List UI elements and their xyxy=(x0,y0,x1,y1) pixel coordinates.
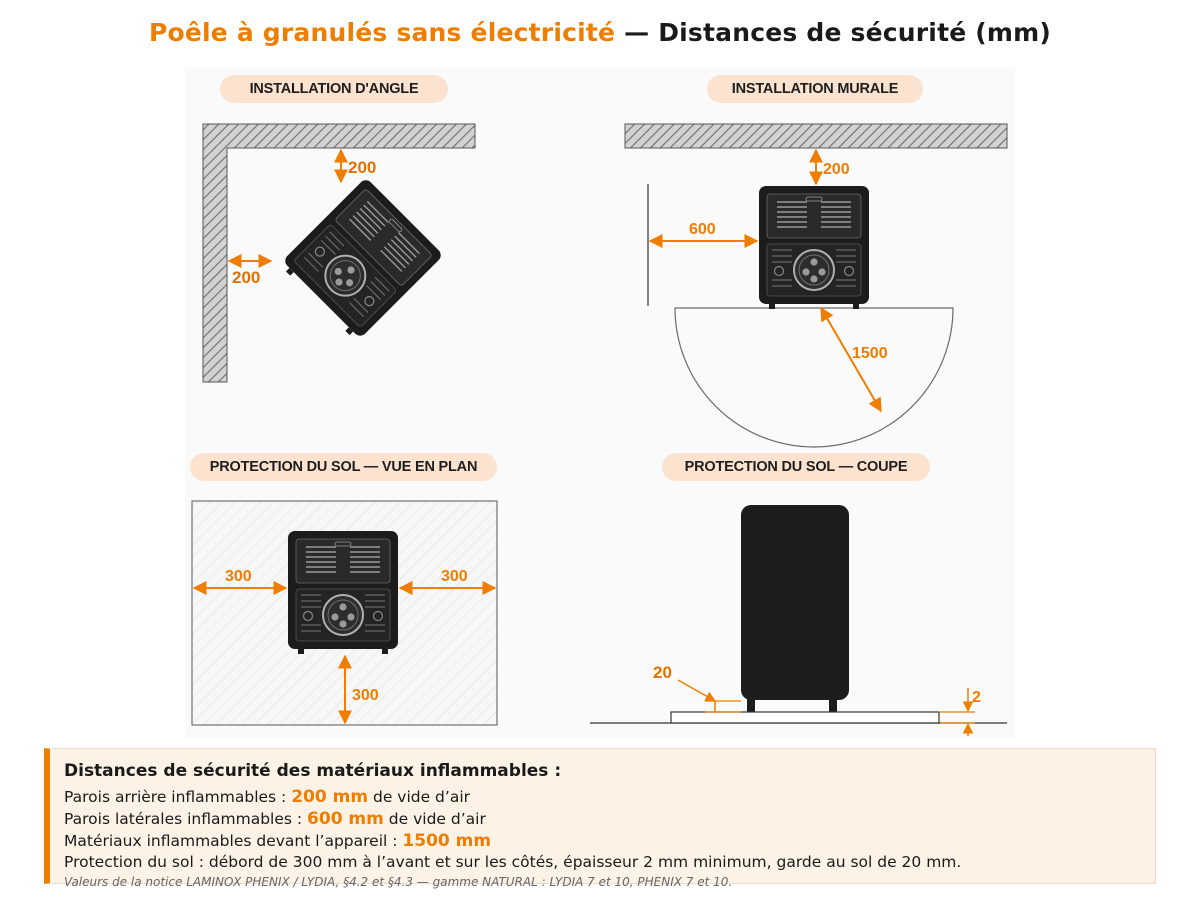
label-corner-installation: INSTALLATION D'ANGLE xyxy=(220,75,448,103)
info-line-floor-protection: Protection du sol : débord de 300 mm à l’avant et sur les côtés, épaisseur 2 mm minimum, garde au sol de 20 mm. xyxy=(64,853,962,871)
info-source-note: Valeurs de la notice LAMINOX PHENIX / LYDIA, §4.2 et §4.3 — gamme NATURAL : LYDIA 7 et 10, PHENIX 7 et 10. xyxy=(64,875,733,889)
info-line-side-suffix: de vide d’air xyxy=(383,810,486,828)
wall-stove xyxy=(759,186,869,309)
info-line-front-text: Matériaux inflammables devant l’appareil : xyxy=(64,832,403,850)
wall-front-dim-label: 1500 xyxy=(852,345,888,362)
info-line-rear-suffix: de vide d’air xyxy=(368,788,471,806)
section-clearance-dim-label: 20 xyxy=(653,663,672,682)
info-line-front-materials xyxy=(64,831,491,851)
label-wall-installation: INSTALLATION MURALE xyxy=(707,75,923,103)
safety-info-box xyxy=(44,748,1156,889)
clearance-leader xyxy=(678,680,715,701)
plan-right-dim-label: 300 xyxy=(441,568,468,585)
floor-plan-stove xyxy=(288,531,398,654)
plan-left-dim-label: 300 xyxy=(225,568,252,585)
corner-top-dim-label: 200 xyxy=(348,158,377,177)
info-line-rear-text: Parois arrière inflammables : xyxy=(64,788,292,806)
info-line-front-value: 1500 mm xyxy=(402,831,492,851)
diagram-area xyxy=(185,68,1015,738)
wall-top-dim-label: 200 xyxy=(823,161,850,178)
front-clearance-arc xyxy=(675,308,953,447)
clearance-drawing xyxy=(185,68,1015,738)
title-accent: Poêle à granulés sans électricité xyxy=(148,18,616,47)
info-line-rear-walls xyxy=(64,787,470,807)
info-line-side-value: 600 mm xyxy=(307,809,384,829)
corner-stove xyxy=(279,177,444,342)
wall-side-dim-label: 600 xyxy=(689,221,716,238)
section-stove-foot-right xyxy=(829,698,837,712)
info-line-rear-value: 200 mm xyxy=(291,787,369,807)
label-floor-plan: PROTECTION DU SOL — VUE EN PLAN xyxy=(190,453,497,481)
floor-plan-drawing xyxy=(192,501,497,725)
title-rest: — Distances de sécurité (mm) xyxy=(615,18,1052,47)
info-line-side-walls xyxy=(64,809,486,829)
back-wall xyxy=(625,124,1007,148)
wall-installation-drawing xyxy=(625,124,1007,447)
info-heading: Distances de sécurité des matériaux inflammables : xyxy=(64,761,562,781)
section-stove-foot-left xyxy=(747,698,755,712)
page-title xyxy=(0,18,1200,47)
plan-front-dim-label: 300 xyxy=(352,687,379,704)
section-thickness-dim-label: 2 xyxy=(972,689,981,706)
corner-side-dim-label: 200 xyxy=(232,268,261,287)
section-stove-body xyxy=(741,505,849,700)
floor-section-drawing xyxy=(590,505,1007,736)
floor-protection-plate-section xyxy=(671,712,939,723)
info-line-side-text: Parois latérales inflammables : xyxy=(64,810,308,828)
corner-installation-drawing xyxy=(203,124,475,382)
label-floor-section: PROTECTION DU SOL — COUPE xyxy=(662,453,930,481)
